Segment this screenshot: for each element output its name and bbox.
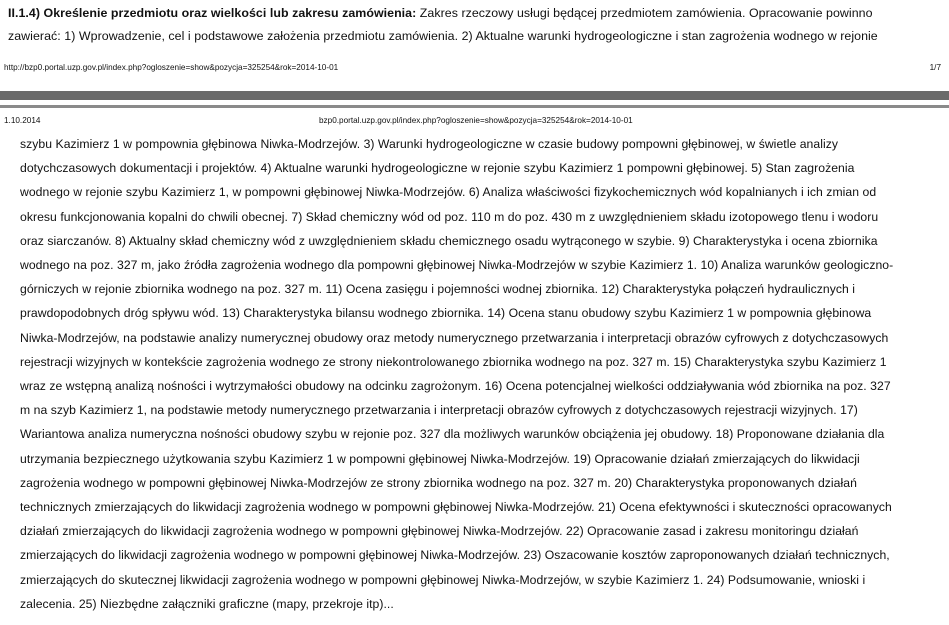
- body-line: górniczych w rejonie zbiornika wodnego na poz. 327 m. 11) Ocena zasięgu i pojemności wodnej zbiornika. 12) Charakterystyka połączeń hydraulicznych i: [20, 282, 855, 297]
- body-line: wraz ze wstępną analizą nośności i wytrzymałości obudowy na odcinku zagrożonym. 16) Ocena potencjalnej wielkości oddziaływania wód zbiornika na poz. 327: [20, 379, 891, 394]
- body-line: dotychczasowych dokumentacji i projektów. 4) Aktualne warunki hydrogeologiczne w rejonie szybu Kazimierz 1 pompowni głębinowej. 5) Stan zagrożenia: [20, 161, 855, 176]
- body-text: [20, 132, 942, 616]
- body-line: m na szyb Kazimierz 1, na podstawie metody numerycznego przetwarzania i interpretacji obrazów cyfrowych z dotychczasowych rejestracji wizyjnych. 17): [20, 403, 858, 418]
- page-break-divider: [0, 91, 949, 100]
- body-line: Wariantowa analiza numeryczna nośności obudowy szybu w rejonie poz. 327 dla możliwych warunków obciążenia jej obudowy. 18) Proponowane działania dla: [20, 427, 885, 442]
- body-line: działań zmierzających do likwidacji zagrożenia wodnego w pompowni głębinowej Niwka-Modrzejów. 22) Opracowanie zasad i zakresu monitoringu działań: [20, 524, 859, 539]
- body-line: rejestracji wizyjnych w kontekście zagrożenia wodnego ze strony niekontrolowanego zbiornika wodnego na poz. 327 m. 15) Charakterystyka szybu Kazimierz 1: [20, 354, 887, 369]
- body-line: technicznych zmierzających do likwidacji zagrożenia wodnego w pompowni głębinowej Niwka-Modrzejów. 21) Ocena efektywności i skuteczności opracowanych: [20, 500, 892, 515]
- header-url: bzp0.portal.uzp.gov.pl/index.php?ogloszenie=show&pozycja=325254&rok=2014-10-01: [319, 116, 633, 125]
- body-line: zmierzających do likwidacji zagrożenia wodnego w pompowni głębinowej Niwka-Modrzejów. 23) Oszacowanie kosztów zaproponowanych działań technicznych,: [20, 548, 890, 563]
- body-line: utrzymania bezpiecznego użytkowania szybu Kazimierz 1 w pompowni głębinowej Niwka-Modrzejów. 19) Opracowanie działań zmierzających do likwidacji: [20, 451, 860, 466]
- body-line: prawdopodobnych dróg spływu wód. 13) Charakterystyka bilansu wodnego zbiornika. 14) Ocena stanu obudowy szybu Kazimierz 1 w pompownia głębinowa: [20, 306, 872, 321]
- top-line-2: zawierać: 1) Wprowadzenie, cel i podstawowe założenia przedmiotu zamówienia. 2) Aktualne warunki hydrogeologiczne i stan zagrożenia wodnego w rejonie: [8, 29, 878, 43]
- body-line: okresu funkcjonowania kopalni do chwili obecnej. 7) Skład chemiczny wód od poz. 110 m do poz. 430 m z uwzględnieniem składu izotopowego tlenu i wodoru: [20, 209, 879, 224]
- top-section: [8, 2, 943, 48]
- body-line: Niwka-Modrzejów, na podstawie analizy numerycznej obudowy oraz metody numerycznego przetwarzania i interpretacji obrazów cyfrowych z dotychczasowych: [20, 330, 889, 345]
- body-line: wodnego na poz. 327 m, jako źródła zagrożenia wodnego dla pompowni głębinowej Niwka-Modrzejów w szybie Kazimierz 1. 10) Analiza warunków geologiczno-: [20, 258, 894, 273]
- body-line: szybu Kazimierz 1 w pompownia głębinowa Niwka-Modrzejów. 3) Warunki hydrogeologiczne w czasie budowy pompowni głębinowej, w świetle analizy: [20, 137, 839, 151]
- body-line: oraz siarczanów. 8) Aktualny skład chemiczny wód z uwzględnieniem składu chemicznego osadu wytrąconego w szybie. 9) Charakterystyka i ocena zbiornika: [20, 233, 878, 248]
- header-date: 1.10.2014: [4, 116, 41, 125]
- body-line: zmierzających do skutecznej likwidacji zagrożenia wodnego w pompowni głębinowej Niwka-Modrzejów, w szybie Kazimierz 1. 24) Podsumowanie, wnioski i: [20, 572, 866, 587]
- footer-url: http://bzp0.portal.uzp.gov.pl/index.php?ogloszenie=show&pozycja=325254&rok=2014-10-01: [4, 63, 339, 72]
- section-heading: II.1.4) Określenie przedmiotu oraz wielkości lub zakresu zamówienia:: [8, 6, 417, 20]
- body-line: zagrożenia wodnego w pompowni głębinowej Niwka-Modrzejów ze strony zbiornika wodnego na poz. 327 m. 20) Charakterystyka proponowanych działań: [20, 475, 857, 490]
- page-footer: [4, 63, 941, 72]
- page-break-divider-thin: [0, 105, 949, 108]
- body-line: wodnego w rejonie szybu Kazimierz 1, w pompowni głębinowej Niwka-Modrzejów. 6) Analiza właściwości fizykochemicznych wód kopalnianych i ich zmian od: [20, 185, 877, 200]
- page-header: [4, 116, 944, 128]
- top-line-1-rest: Zakres rzeczowy usługi będącej przedmiotem zamówienia. Opracowanie powinno: [416, 6, 873, 20]
- body-line: zalecenia. 25) Niezbędne załączniki graficzne (mapy, przekroje itp)...: [20, 596, 394, 611]
- page-number: 1/7: [929, 63, 941, 72]
- top-line-1: [8, 2, 943, 25]
